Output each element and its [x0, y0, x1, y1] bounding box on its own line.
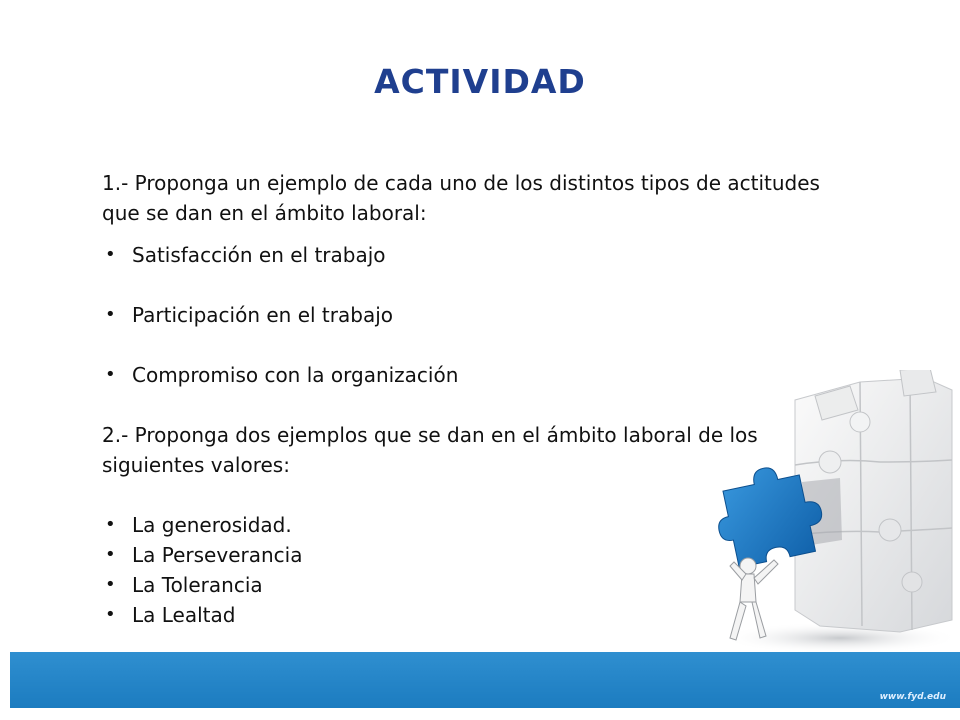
list-item: • Satisfacción en el trabajo	[102, 240, 902, 270]
bullet-icon: •	[105, 574, 116, 595]
bullet-icon: •	[105, 544, 116, 565]
list-item: • Participación en el trabajo	[102, 300, 902, 330]
list-item: • La Perseverancia	[102, 540, 902, 570]
bullet-icon: •	[105, 244, 116, 265]
list-item: • La Tolerancia	[102, 570, 902, 600]
bullet-icon: •	[105, 304, 116, 325]
puzzle-figure-illustration	[690, 370, 960, 660]
attitudes-list	[102, 240, 902, 390]
footer-url[interactable]: www.fyd.edu	[879, 692, 946, 702]
question-1-line-2: que se dan en el ámbito laboral:	[102, 201, 427, 225]
question-1-line-1: 1.- Proponga un ejemplo de cada uno de los distintos tipos de actitudes	[102, 171, 820, 195]
question-2-line-2: siguientes valores:	[102, 453, 290, 477]
list-item: • La Lealtad	[102, 600, 902, 630]
bullet-icon: •	[105, 604, 116, 625]
list-item: • La generosidad.	[102, 510, 902, 540]
bullet-icon: •	[105, 514, 116, 535]
bullet-icon: •	[105, 364, 116, 385]
question-2-line-1: 2.- Proponga dos ejemplos que se dan en el ámbito laboral de los	[102, 423, 758, 447]
list-item: • Compromiso con la organización	[102, 360, 902, 390]
footer-bar	[10, 652, 960, 708]
slide-title: ACTIVIDAD	[374, 62, 586, 101]
